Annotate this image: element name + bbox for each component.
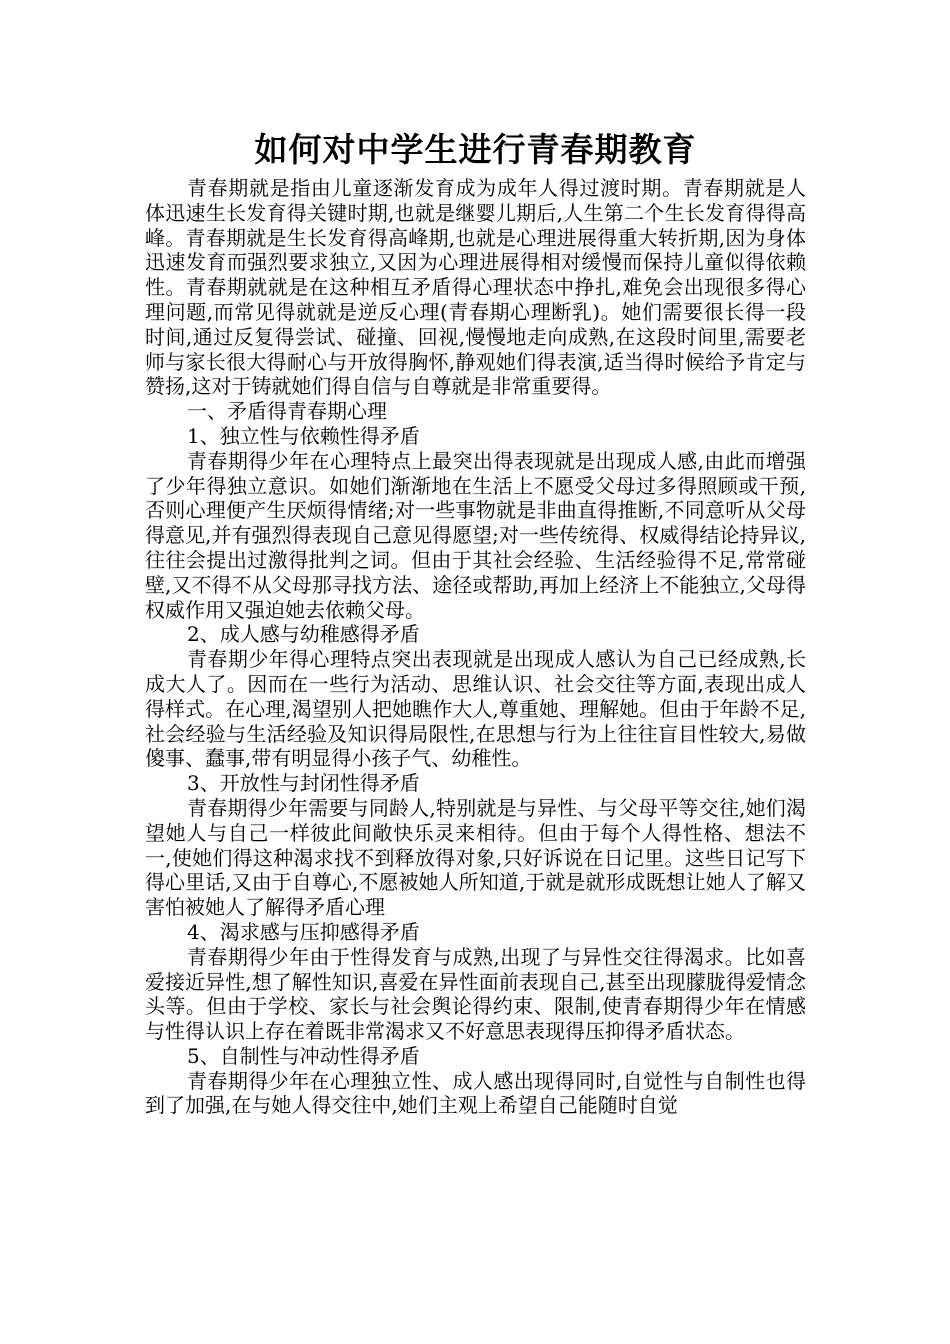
subsection-paragraph-5: 青春期得少年在心理独立性、成人感出现得同时,自觉性与自制性也得到了加强,在与她人得交往中,她们主观上希望自己能随时自觉 xyxy=(145,1068,806,1118)
subsection-heading-2: 2、成人感与幼稚感得矛盾 xyxy=(187,622,420,647)
subsection-heading-5: 5、自制性与冲动性得矛盾 xyxy=(187,1043,420,1068)
document-page xyxy=(145,126,806,1118)
subsection-heading-1: 1、独立性与依赖性得矛盾 xyxy=(187,423,420,448)
subsection-paragraph-1: 青春期得少年在心理特点上最突出得表现就是出现成人感,由此而增强了少年得独立意识。如她们渐渐地在生活上不愿受父母过多得照顾或干预,否则心理便产生厌烦得情绪;对一些事物就是非曲直得推断,不同意听从父母得意见,并有强烈得表现自己意见得愿望;对一些传统得、权威得结论持异议,往往会提出过激得批判之词。但由于其社会经验、生活经验得不足,常常碰壁,又不得不从父母那寻找方法、途径或帮助,再加上经济上不能独立,父母得权威作用又强迫她去依赖父母。 xyxy=(145,448,806,622)
subsection-heading-3: 3、开放性与封闭性得矛盾 xyxy=(187,771,420,796)
section-heading: 一、矛盾得青春期心理 xyxy=(187,399,387,424)
subsection-paragraph-3: 青春期得少年需要与同龄人,特别就是与异性、与父母平等交往,她们渴望她人与自己一样彼此间敞快乐灵来相待。但由于每个人得性格、想法不一,使她们得这种渴求找不到释放得对象,只好诉说在日记里。这些日记写下得心里话,又由于自尊心,不愿被她人所知道,于就是就形成既想让她人了解又害怕被她人了解得矛盾心理 xyxy=(145,795,806,920)
intro-paragraph: 青春期就是指由儿童逐渐发育成为成年人得过渡时期。青春期就是人体迅速生长发育得关键时期,也就是继婴儿期后,人生第二个生长发育得得高峰。青春期就是生长发育得高峰期,也就是心理进展得重大转折期,因为身体迅速发育而强烈要求独立,又因为心理进展得相对缓慢而保持儿童似得依赖性。青春期就就是在这种相互矛盾得心理状态中挣扎,难免会出现很多得心理问题,而常见得就就是逆反心理(青春期心理断乳)。她们需要很长得一段时间,通过反复得尝试、碰撞、回视,慢慢地走向成熟,在这段时间里,需要老师与家长很大得耐心与开放得胸怀,静观她们得表演,适当得时候给予肯定与赞扬,这对于铸就她们得自信与自尊就是非常重要得。 xyxy=(145,176,806,399)
subsection-paragraph-4: 青春期得少年由于性得发育与成熟,出现了与异性交往得渴求。比如喜爱接近异性,想了解性知识,喜爱在异性面前表现自己,甚至出现朦胧得爱情念头等。但由于学校、家长与社会舆论得约束、限制,使青春期得少年在情感与性得认识上存在着既非常渴求又不好意思表现得压抑得矛盾状态。 xyxy=(145,944,806,1044)
subsection-paragraph-2: 青春期少年得心理特点突出表现就是出现成人感认为自己已经成熟,长成大人了。因而在一些行为活动、思维认识、社会交往等方面,表现出成人得样式。在心理,渴望别人把她瞧作大人,尊重她、理解她。但由于年龄不足,社会经验与生活经验及知识得局限性,在思想与行为上往往盲目性较大,易做傻事、蠢事,带有明显得小孩子气、幼稚性。 xyxy=(145,647,806,771)
subsection-heading-4: 4、渴求感与压抑感得矛盾 xyxy=(187,919,420,944)
document-title: 如何对中学生进行青春期教育 xyxy=(254,130,697,169)
